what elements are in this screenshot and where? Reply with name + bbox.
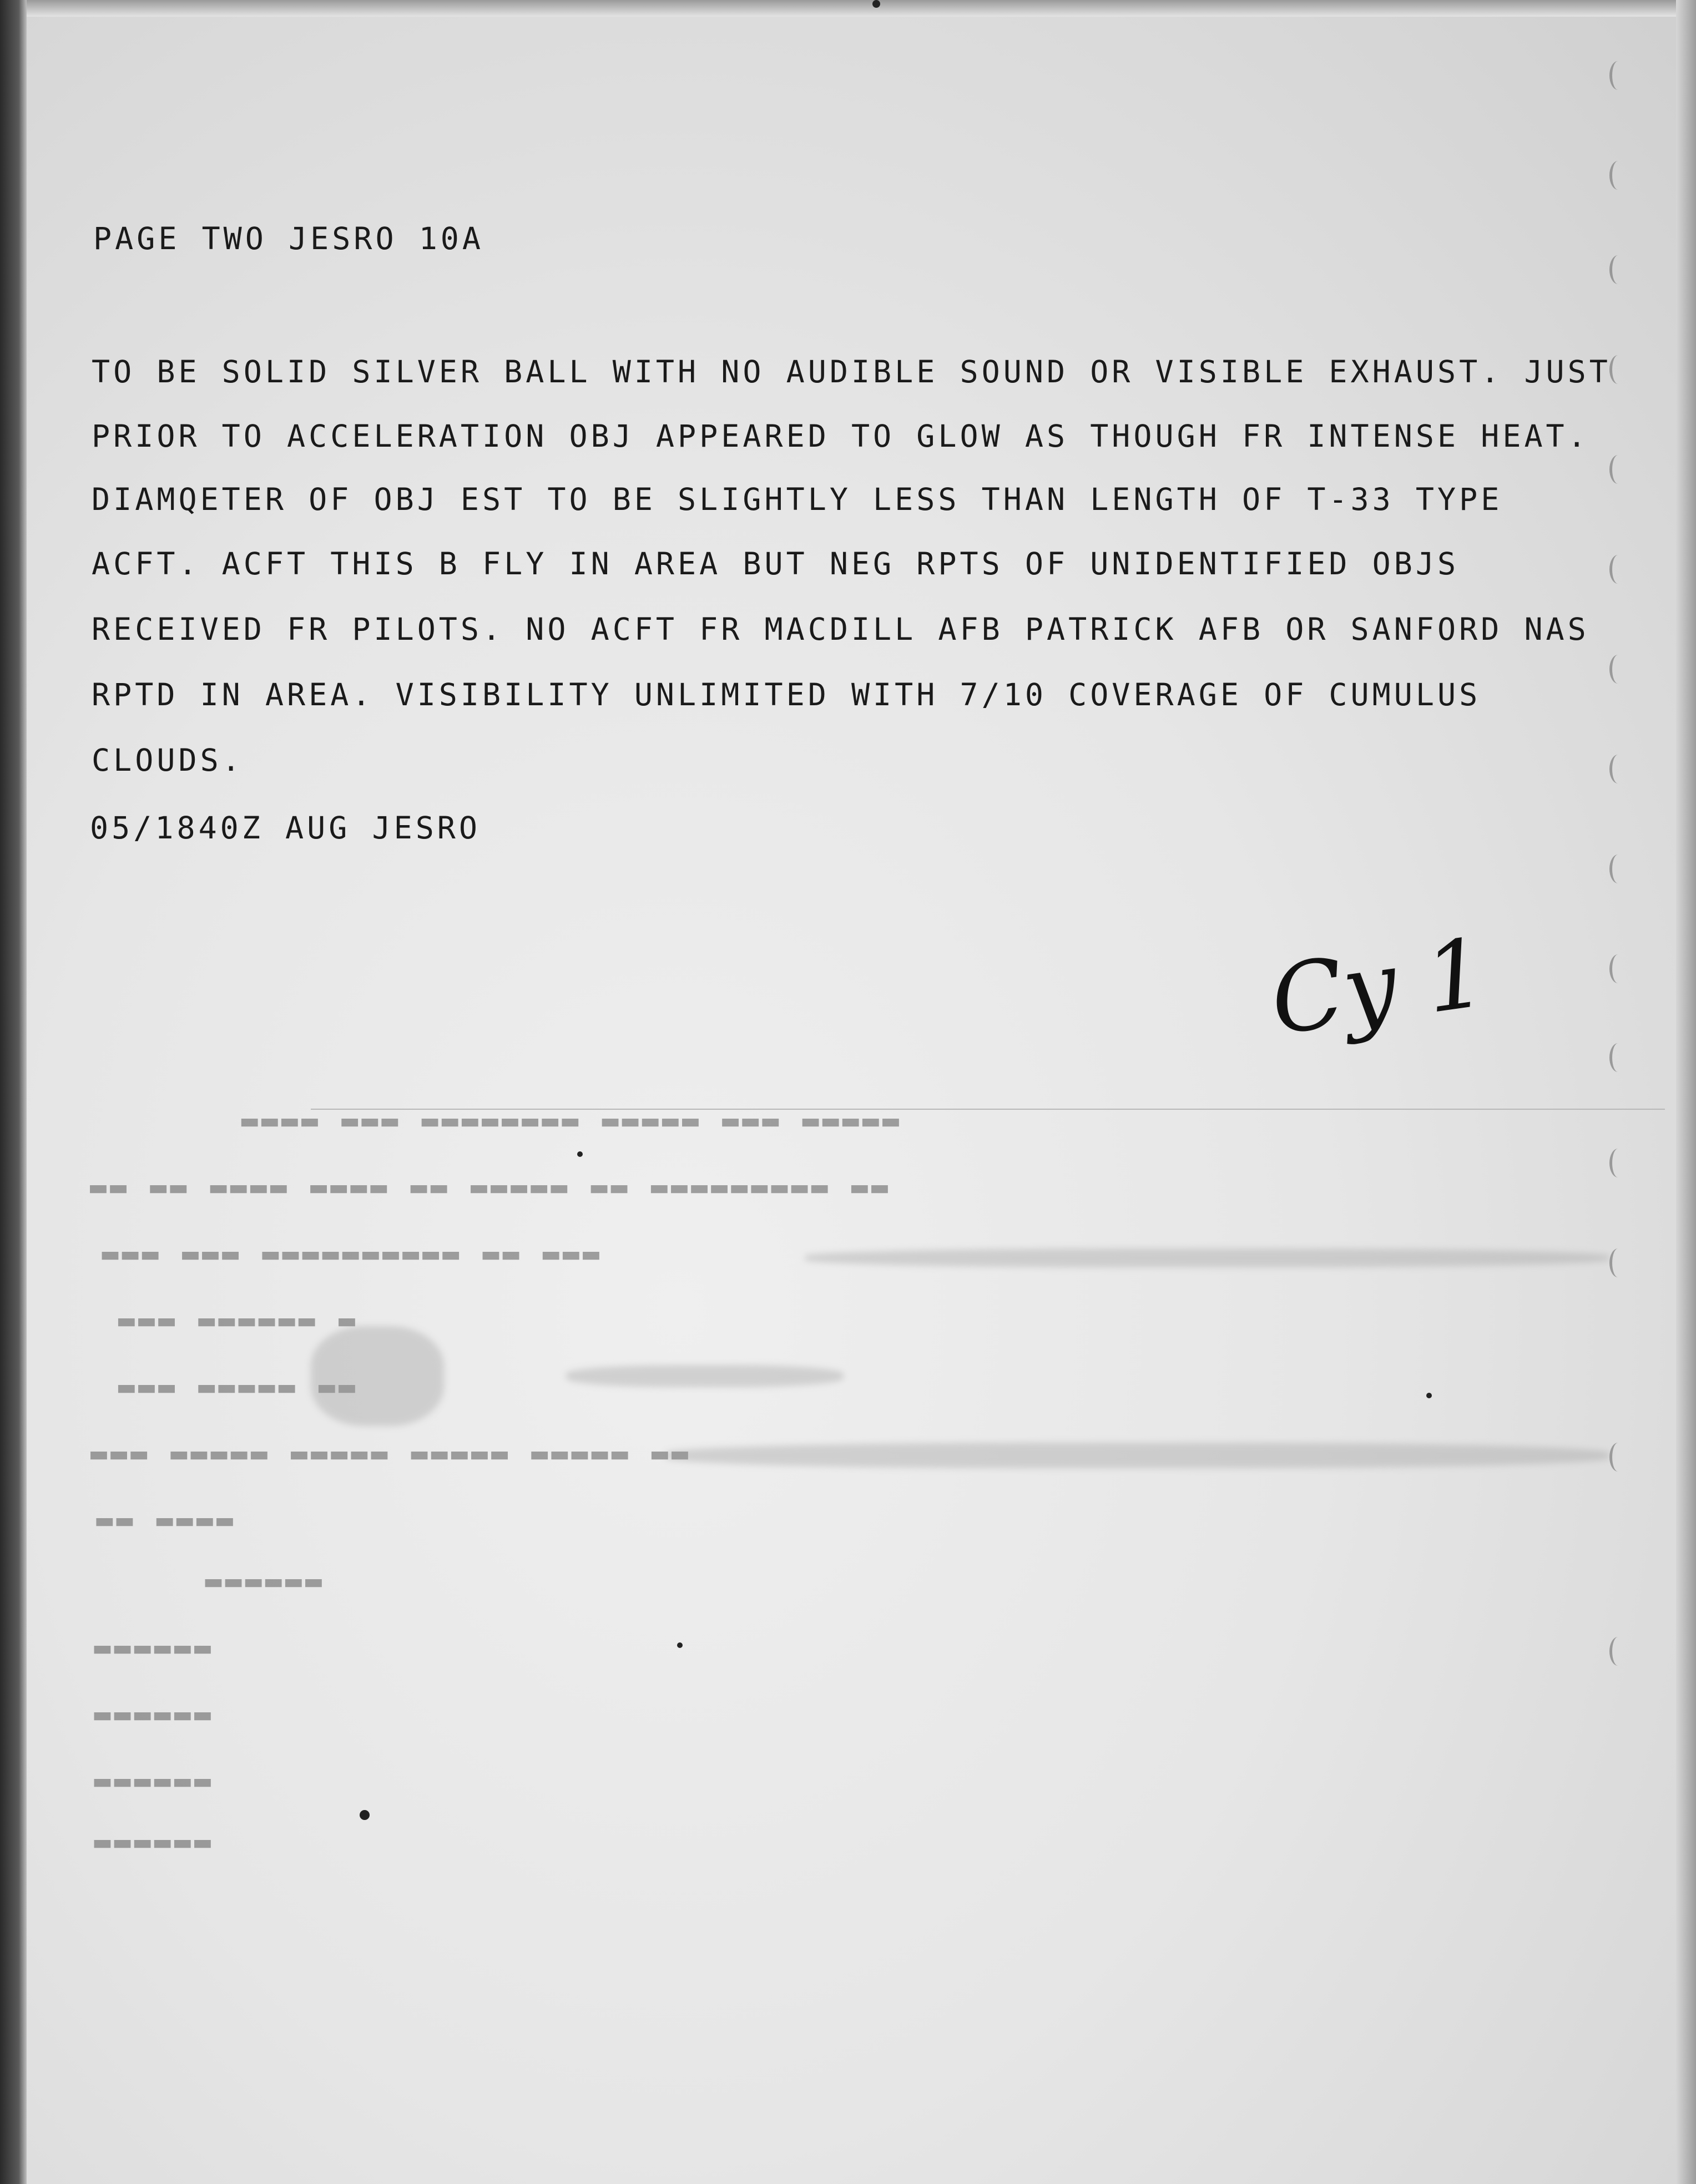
- bleed-through-text: ▬▬▬ ▬▬ ▬▬▬▬▬▬▬▬▬▬ ▬▬▬ ▬▬▬: [98, 1237, 599, 1270]
- perforation-mark: [1609, 1637, 1627, 1666]
- body-line: PRIOR TO ACCELERATION OBJ APPEARED TO GLOW AS THOUGH FR INTENSE HEAT.: [92, 418, 1589, 454]
- ink-speck: [360, 1810, 370, 1820]
- perforation-mark: [1609, 755, 1627, 783]
- smudge: [311, 1326, 444, 1426]
- bleed-through-text: ▬ ▬▬▬▬▬▬ ▬▬▬: [114, 1304, 355, 1336]
- bleed-through-text: ▬▬▬▬▬▬: [201, 1565, 322, 1597]
- body-line: TO BE SOLID SILVER BALL WITH NO AUDIBLE SOUND OR VISIBLE EXHAUST. JUST: [92, 354, 1611, 390]
- ink-speck: [1426, 1393, 1432, 1398]
- scan-left-edge: [0, 0, 27, 2184]
- scan-right-edge: [1676, 0, 1696, 2184]
- bleed-through-text: ▬▬ ▬▬▬▬▬ ▬▬▬▬▬ ▬▬▬▬▬ ▬▬▬▬▬ ▬▬▬: [87, 1437, 688, 1469]
- body-line: RPTD IN AREA. VISIBILITY UNLIMITED WITH 7/10 COVERAGE OF CUMULUS: [92, 677, 1481, 712]
- ink-speck: [577, 1151, 583, 1157]
- page-header: PAGE TWO JESRO 10A: [93, 221, 484, 256]
- body-line: ACFT. ACFT THIS B FLY IN AREA BUT NEG RPTS OF UNIDENTIFIED OBJS: [92, 546, 1460, 582]
- scan-top-edge: [0, 0, 1696, 17]
- bleed-through-text: ▬▬ ▬▬▬▬▬ ▬▬▬: [114, 1371, 355, 1403]
- perforation-mark: [1609, 1443, 1627, 1472]
- body-line: DIAMQETER OF OBJ EST TO BE SLIGHTLY LESS THAN LENGTH OF T-33 TYPE: [92, 482, 1503, 517]
- perforation-mark: [1609, 161, 1627, 190]
- bleed-through-text: ▬▬▬▬▬ ▬▬▬ ▬▬▬▬▬ ▬▬▬▬▬▬▬▬ ▬▬▬ ▬▬▬▬: [238, 1104, 899, 1136]
- bleed-through-text: ▬▬▬▬▬▬: [90, 1826, 211, 1858]
- perforation-mark: [1609, 555, 1627, 584]
- perforation-mark: [1609, 455, 1627, 484]
- bleed-through-text: ▬▬▬▬ ▬▬: [93, 1504, 233, 1536]
- perforation-mark: [1609, 655, 1627, 684]
- bleed-through-text: ▬▬▬▬▬▬: [90, 1698, 211, 1730]
- perforation-mark: [1609, 855, 1627, 883]
- perforation-mark: [1609, 1149, 1627, 1177]
- perforation-mark: [1609, 61, 1627, 90]
- body-line: CLOUDS.: [92, 742, 244, 778]
- handwritten-note: Cy 1: [1264, 917, 1493, 1057]
- smudge: [566, 1365, 844, 1387]
- ink-speck: [872, 0, 880, 8]
- ink-speck: [677, 1642, 683, 1648]
- bleed-through-text: ▬▬ ▬▬▬▬▬▬▬▬▬ ▬▬ ▬▬▬▬▬ ▬▬ ▬▬▬▬ ▬▬▬▬ ▬▬ ▬▬: [86, 1171, 888, 1203]
- smudge: [805, 1248, 1609, 1267]
- perforation-mark: [1609, 255, 1627, 284]
- bleed-through-text: ▬▬▬▬▬▬: [90, 1631, 211, 1664]
- body-line: RECEIVED FR PILOTS. NO ACFT FR MACDILL AFB PATRICK AFB OR SANFORD NAS: [92, 611, 1589, 647]
- perforation-mark: [1609, 1043, 1627, 1072]
- perforation-mark: [1609, 954, 1627, 983]
- perforation-mark: [1609, 1248, 1627, 1277]
- date-time-group: 05/1840Z AUG JESRO: [90, 810, 481, 846]
- bleed-through-text: ▬▬▬▬▬▬: [90, 1765, 211, 1797]
- smudge: [666, 1443, 1609, 1468]
- perforation-mark: [1609, 355, 1627, 384]
